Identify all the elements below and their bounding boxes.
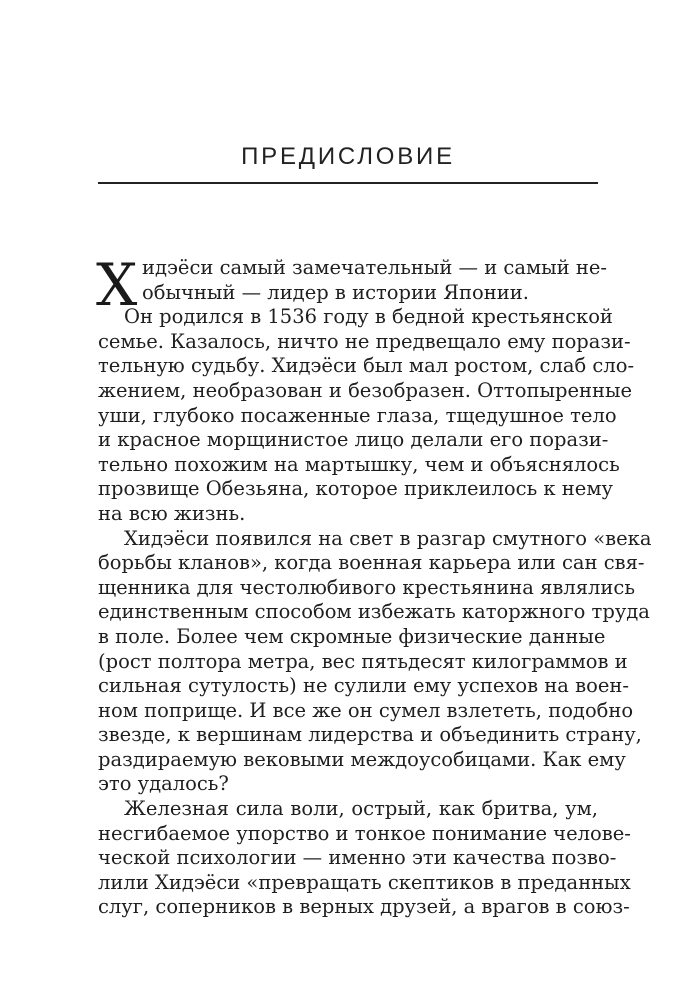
text-line-23: Железная сила воли, острый, как бритва, ум, [124, 797, 598, 821]
text-line-16: в поле. Более чем скромные физические данные [98, 624, 606, 648]
body-text [96, 251, 652, 920]
text-line-19: ном поприще. И все же он сумел взлететь, подобно [98, 698, 634, 722]
text-line-7: уши, глубоко посаженные глаза, тщедушное тело [98, 403, 617, 427]
text-line-1: идэёси самый замечательный — и самый не- [142, 256, 607, 279]
text-line-21: раздираемую вековыми междоусобицами. Как ему [98, 747, 626, 771]
text-line-18: сильная сутулость) не сулили ему успехов на воен- [98, 674, 629, 698]
text-line-13: борьбы кланов», когда военная карьера или сан свя- [98, 551, 645, 575]
text-line-8: и красное морщинистое лицо делали его порази- [98, 428, 609, 452]
text-line-2: обычный — лидер в истории Японии. [142, 280, 529, 304]
text-line-27: слуг, соперников в верных друзей, а врагов в союз- [98, 895, 630, 919]
text-line-17: (рост полтора метра, вес пятьдесят килограммов и [98, 649, 628, 673]
chapter-title: ПРЕДИСЛОВИЕ [241, 143, 455, 170]
title-underline [98, 182, 598, 184]
text-line-9: тельно похожим на мартышку, чем и объяснялось [98, 452, 620, 476]
text-line-14: щенника для честолюбивого крестьянина являлись [98, 575, 635, 599]
text-line-4: семье. Казалось, ничто не предвещало ему порази- [98, 329, 631, 353]
text-line-6: жением, необразован и безобразен. Оттопыренные [98, 378, 633, 402]
text-line-22: это удалось? [98, 772, 229, 796]
text-line-15: единственным способом избежать каторжного труда [98, 600, 650, 624]
text-line-12: Хидэёси появился на свет в разгар смутного «века [124, 526, 652, 550]
text-line-20: звезде, к вершинам лидерства и объединить страну, [98, 723, 642, 747]
text-line-3: Он родился в 1536 году в бедной крестьянской [124, 305, 613, 329]
text-line-10: прозвище Обезьяна, которое приклеилось к нему [98, 477, 613, 501]
drop-cap: Х [96, 251, 138, 319]
text-line-26: лили Хидэёси «превращать скептиков в преданных [98, 870, 631, 894]
text-line-25: ческой психологии — именно эти качества позво- [98, 846, 617, 870]
text-line-5: тельную судьбу. Хидэёси был мал ростом, слаб сло- [98, 354, 635, 378]
text-line-24: несгибаемое упорство и тонкое понимание челове- [98, 821, 631, 845]
text-line-11: на всю жизнь. [98, 501, 246, 525]
